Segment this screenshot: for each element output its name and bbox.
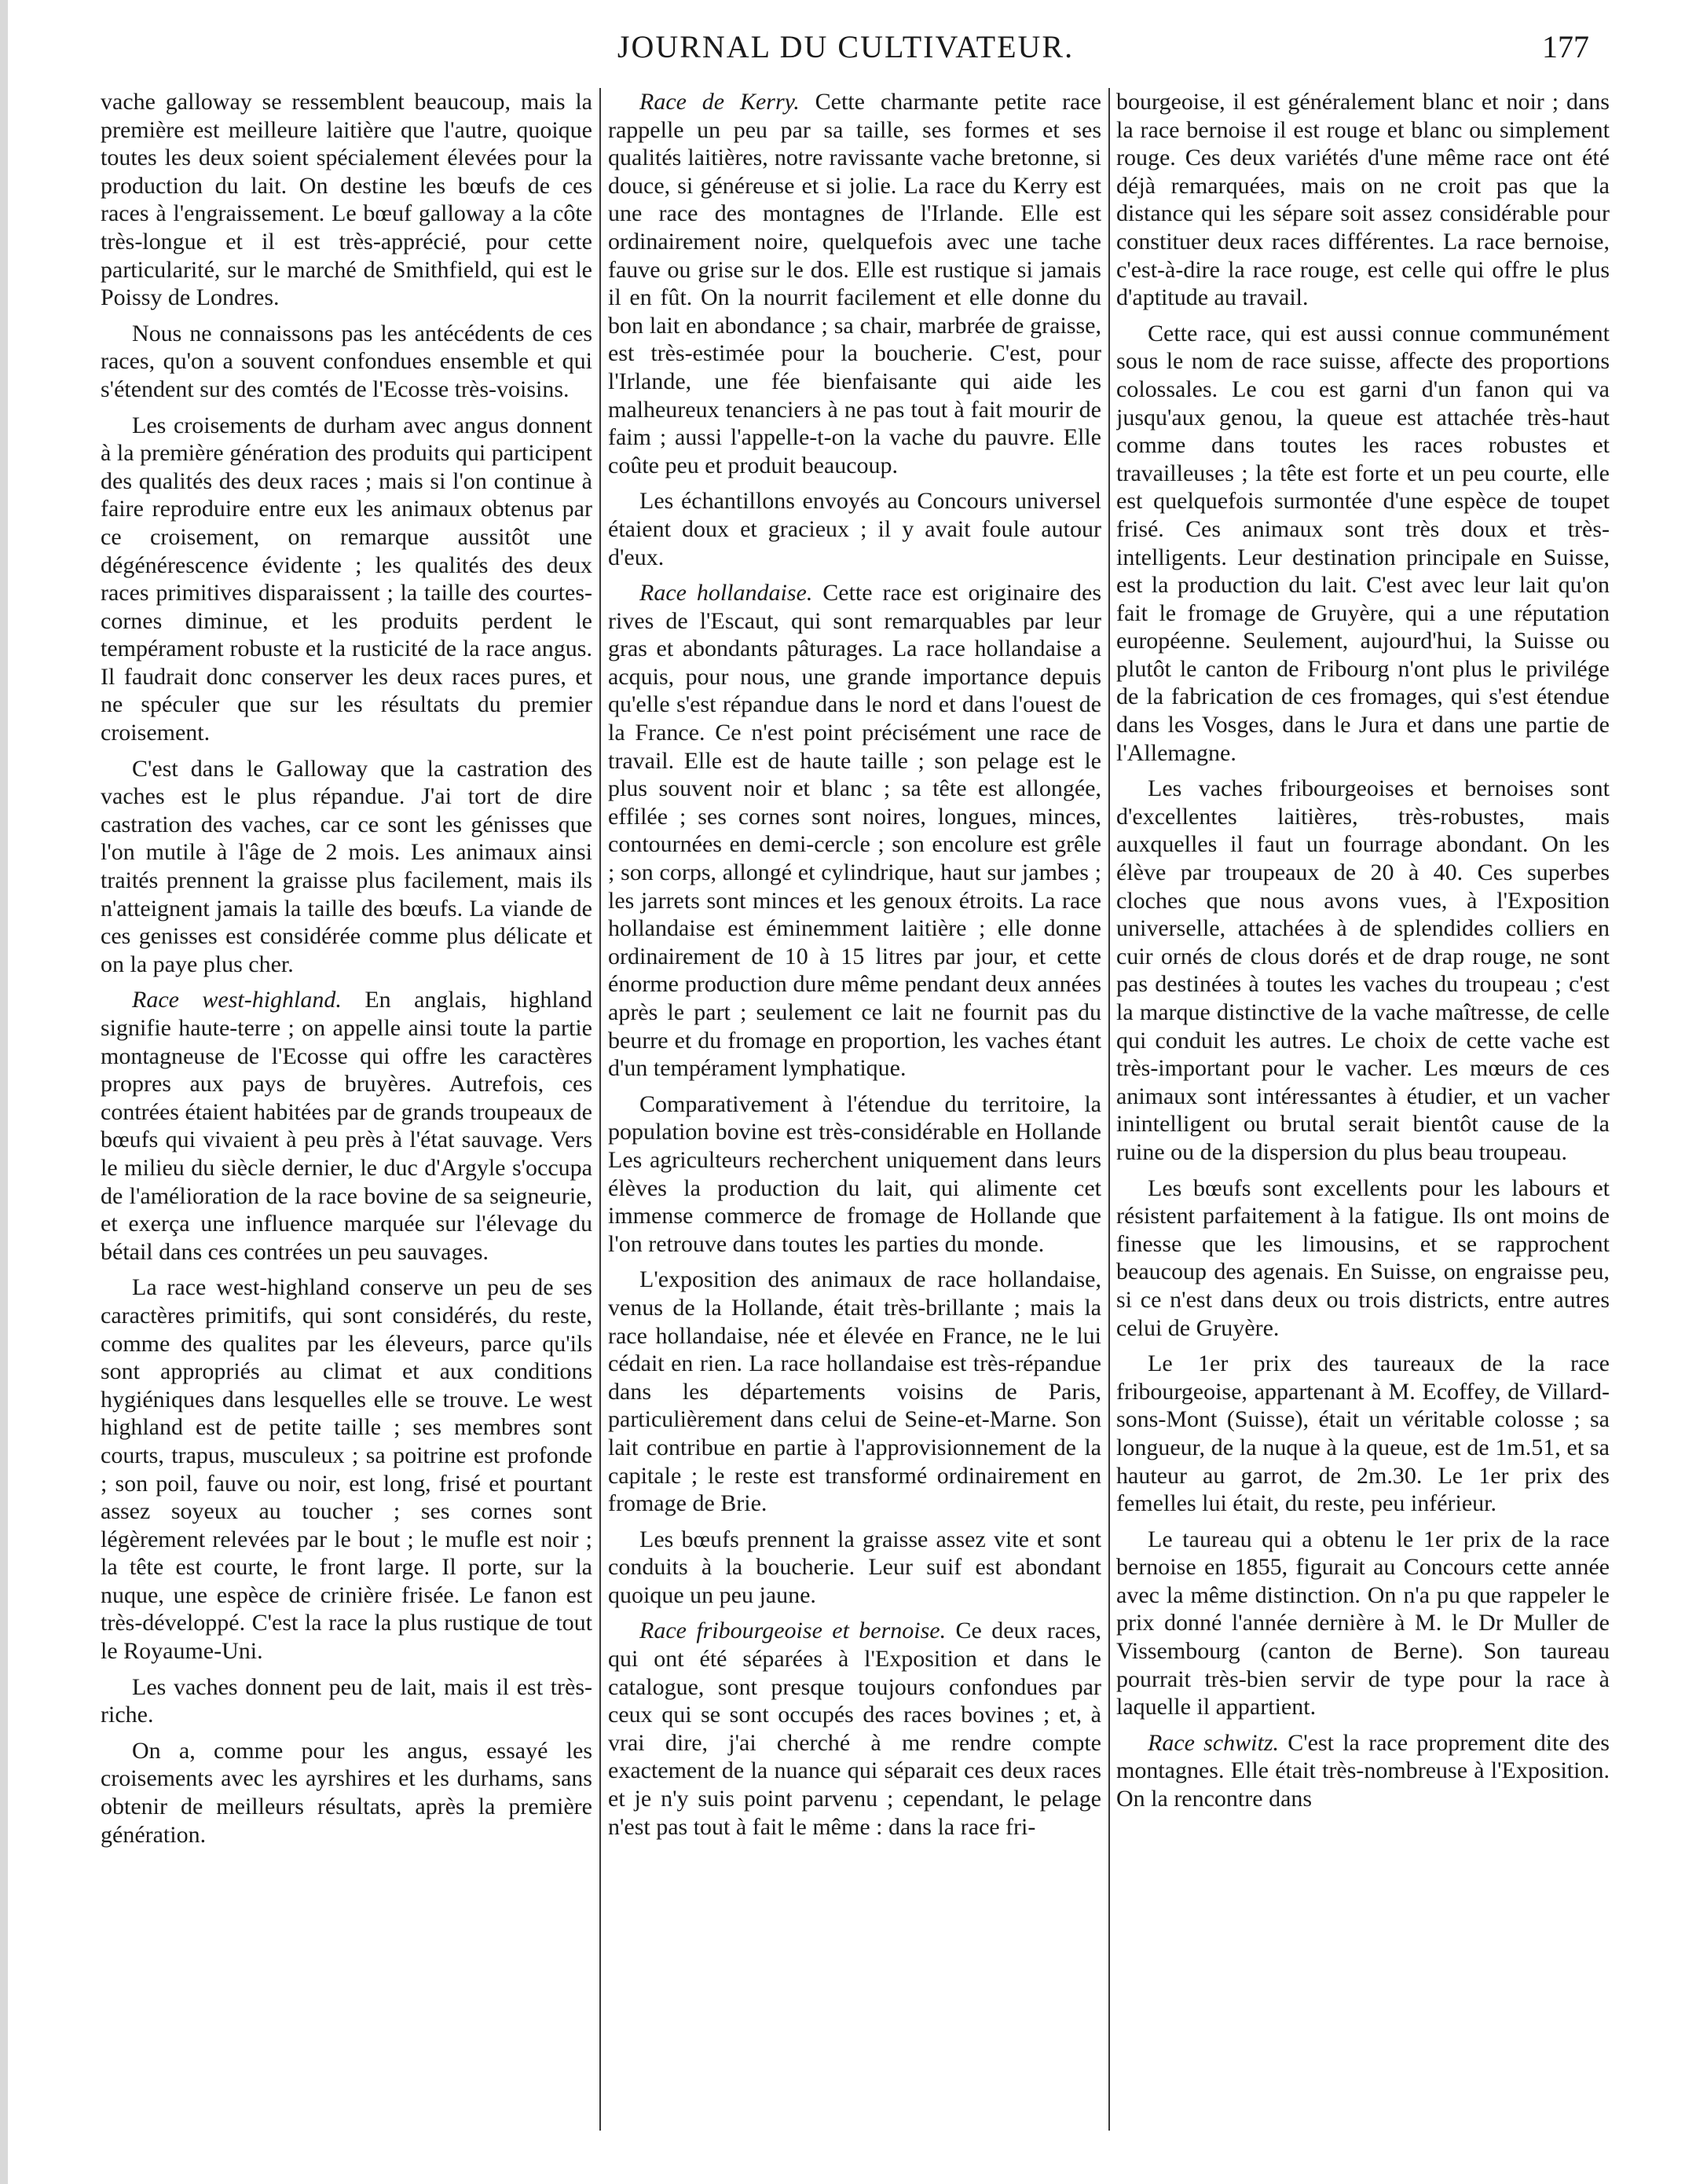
paragraph (1116, 1526, 1610, 1721)
paragraph (608, 1266, 1101, 1517)
paragraph (101, 755, 592, 979)
paragraph-text: On a, comme pour les angus, essayé les croisements avec les ayrshires et les durhams, sans obtenir de meilleurs résultats, après la première génération. (101, 1737, 592, 1848)
paragraph (1116, 88, 1610, 312)
paragraph-text: Cette charmante petite race rappelle un peu par sa taille, ses formes et ses qualités laitières, notre ravissante vache bretonne, si douce, si généreuse et si jolie. La race du Kerry est une race des montagnes de l'Irlande. Elle est ordinairement noire, quelquefois avec une tache fauve ou grise sur le dos. Elle est rustique si jamais il en fût. On la nourrit facilement et elle donne du bon lait en abondance ; sa chair, marbrée de graisse, est très-estimée pour la boucherie. C'est, pour l'Irlande, une fée bienfaisante qui aide les malheureux tenanciers à ne pas tout à fait mourir de faim ; aussi l'appelle-t-on la vache du pauvre. Elle coûte peu et produit beaucoup. (608, 89, 1101, 478)
column-divider (599, 88, 601, 2131)
section-lead: Race de Kerry. (639, 89, 800, 115)
paragraph (1116, 775, 1610, 1166)
section-lead: Race fribourgeoise et bernoise. (639, 1618, 947, 1644)
paragraph-text: C'est la race proprement dite des montagnes. Elle était très-nombreuse à l'Exposition. On la rencontre dans (1116, 1729, 1610, 1812)
section-lead: Race west-highland. (132, 987, 342, 1013)
paragraph-text: vache galloway se ressemblent beaucoup, mais la première est meilleure laitière que l'autre, quoique toutes les deux soient spécialement élevées pour la production du lait. On destine les bœufs de ces races à l'engraissement. Le bœuf galloway a la côte très-longue et il est très-apprécié, pour cette particularité, sur le marché de Smithfield, qui est le Poissy de Londres. (101, 89, 592, 311)
paragraph (608, 487, 1101, 571)
text-column-3 (1116, 88, 1610, 2146)
paragraph-text: Cette race, qui est aussi connue communément sous le nom de race suisse, affecte des proportions colossales. Le cou est garni d'un fanon qui va jusqu'aux genou, la queue est attachée très-haut comme dans toutes les races robustes et travailleuses ; la tête est forte et un peu courte, elle est quelquefois surmontée d'une espèce de toupet frisé. Ces animaux sont très doux et très-intelligents. Leur destination principale en Suisse, est la production du lait. C'est avec leur lait qu'on fait le fromage de Gruyère, qui a une réputation européenne. Seulement, aujourd'hui, la Suisse ou plutôt le canton de Fribourg n'ont plus le privilége de la fabrication de ces fromages, qui s'est étendue dans les Vosges, dans le Jura et dans une partie de l'Allemagne. (1116, 320, 1610, 766)
text-column-2 (608, 88, 1101, 2146)
running-title: JOURNAL DU CULTIVATEUR. (617, 29, 1075, 64)
section-lead: Race schwitz. (1148, 1729, 1280, 1756)
paragraph-text: Les croisements de durham avec angus donnent à la première génération des produits qui participent des qualités des deux races ; mais si l'on continue à faire reproduire entre eux les animaux obtenus par ce croisement, on remarque aussitôt une dégénérescence évidente ; les qualités des deux races primitives disparaissent ; la taille des courtes-cornes diminue, et les produits perdent le tempérament robuste et la rusticité de la race angus. Il faudrait donc conserver les deux races pures, et ne spéculer que sur les résultats du premier croisement. (101, 412, 592, 746)
paragraph (1116, 1174, 1610, 1343)
paragraph-text: Les bœufs prennent la graisse assez vite et sont conduits à la boucherie. Leur suif est abondant quoique un peu jaune. (608, 1526, 1101, 1608)
paragraph-text: Le taureau qui a obtenu le 1er prix de la race bernoise en 1855, figurait au Concours cette année avec la même distinction. On n'a pu que rappeler le prix donné l'année dernière à M. le Dr Muller de Vissembourg (canton de Berne). Son taureau pourrait très-bien servir de type pour la race à laquelle il appartient. (1116, 1526, 1610, 1720)
paragraph (101, 412, 592, 747)
paragraph-text: Les vaches fribourgeoises et bernoises sont d'excellentes laitières, très-robustes, mais auxquelles il faut un fourrage abondant. On les élève par troupeaux de 20 à 40. Ces superbes cloches que nous avons vues, à l'Exposition universelle, attachées à de splendides colliers en cuir ornés de clous dorés et de drap rouge, ne sont pas destinées à toutes les vaches du troupeau ; c'est la marque distinctive de la vache maîtresse, de celle qui conduit les autres. Le choix de cette vache est très-important pour le vacher. Les mœurs de ces animaux sont intéressantes à étudier, et un vacher inintelligent ou brutal serait bientôt cause de la ruine ou de la dispersion du plus beau troupeau. (1116, 775, 1610, 1165)
text-column-1 (101, 88, 592, 2146)
paragraph-text: La race west-highland conserve un peu de ses caractères primitifs, qui sont considérés, du reste, comme des qualites par les éleveurs, parce qu'ils sont appropriés au climat et aux conditions hygiéniques dans lesquelles elle se trouve. Le west highland est de petite taille ; ses membres sont courts, trapus, musculeux ; sa poitrine est profonde ; son poil, fauve ou noir, est long, frisé et pourtant assez soyeux au toucher ; ses cornes sont légèrement relevées par le bout ; le mufle est noir ; la tête est courte, le front large. Il porte, sur la nuque, une espèce de crinière frisée. Le fanon est très-développé. C'est la race la plus rustique de tout le Royaume-Uni. (101, 1274, 592, 1665)
paragraph-text: Nous ne connaissons pas les antécédents de ces races, qu'on a souvent confondues ensemble et qui s'étendent sur des comtés de l'Ecosse très-voisins. (101, 320, 592, 402)
paragraph-text: Les échantillons envoyés au Concours universel étaient doux et gracieux ; il y avait foule autour d'eux. (608, 488, 1101, 570)
paragraph-text: Les vaches donnent peu de lait, mais il est très-riche. (101, 1673, 592, 1728)
paragraph-text: L'exposition des animaux de race hollandaise, venus de la Hollande, était très-brillante ; mais la race hollandaise, née et élevée en France, ne le lui cédait en rien. La race hollandaise est très-répandue dans les départements voisins de Paris, particulièrement dans celui de Seine-et-Marne. Son lait contribue en partie à l'approvisionnement de la capitale ; le reste est transformé ordinairement en fromage de Brie. (608, 1266, 1101, 1517)
paragraph (608, 1617, 1101, 1841)
paragraph-text: Le 1er prix des taureaux de la race fribourgeoise, appartenant à M. Ecoffey, de Villard-sons-Mont (Suisse), était un véritable colosse ; sa longueur, de la nuque à la queue, est de 1m.51, et sa hauteur au garrot, de 2m.30. Le 1er prix des femelles lui était, du reste, peu inférieur. (1116, 1350, 1610, 1517)
page-number: 177 (1542, 29, 1589, 64)
paragraph (1116, 1729, 1610, 1813)
paragraph (608, 88, 1101, 479)
page-header (102, 24, 1589, 71)
paragraph (608, 1526, 1101, 1610)
paragraph (1116, 1350, 1610, 1518)
paragraph (101, 1737, 592, 1849)
paragraph (101, 88, 592, 312)
paragraph (1116, 320, 1610, 768)
paragraph-text: Comparativement à l'étendue du territoire, la population bovine est très-considérable en Hollande Les agriculteurs recherchent uniquement dans leurs élèves la production du lait, qui alimente cet immense commerce de fromage de Hollande que l'on retrouve dans toutes les parties du monde. (608, 1090, 1101, 1257)
paragraph-text: Ce deux races, qui ont été séparées à l'Exposition et dans le catalogue, sont presque toujours confondues par ceux qui se sont occupés des races bovines ; et, à vrai dire, j'ai cherché à me rendre compte exactement de la nuance qui séparait ces deux races et je n'y suis point parvenu ; cependant, le pelage n'est pas tout à fait le même : dans la race fri- (608, 1618, 1101, 1840)
paragraph (101, 1273, 592, 1665)
section-lead: Race hollandaise. (639, 580, 813, 606)
column-divider (1108, 88, 1110, 2131)
page-edge-shadow (0, 0, 8, 2184)
paragraph-text: bourgeoise, il est généralement blanc et noir ; dans la race bernoise il est rouge et blanc ou simplement rouge. Ces deux variétés d'une même race ont été déjà remarquées, mais on ne croit pas que la distance qui les sépare soit assez considérable pour constituer deux races différentes. La race bernoise, c'est-à-dire la race rouge, est celle qui offre le plus d'aptitude au travail. (1116, 89, 1610, 311)
paragraph-text: Les bœufs sont excellents pour les labours et résistent parfaitement à la fatigue. Ils ont moins de finesse que les limousins, et se rapprochent beaucoup des agenais. En Suisse, on engraisse peu, si ce n'est dans deux ou trois districts, entre autres celui de Gruyère. (1116, 1174, 1610, 1341)
paragraph (101, 986, 592, 1266)
paragraph (608, 579, 1101, 1083)
paragraph-text: Cette race est originaire des rives de l'Escaut, qui sont remarquables par leur gras et abondants pâturages. La race hollandaise a acquis, pour nous, une grande importance depuis qu'elle s'est répandue dans le nord et dans l'ouest de la France. Ce n'est point précisément une race de travail. Elle est de haute taille ; son pelage est le plus souvent noir et blanc ; sa tête est allongée, effilée ; ses cornes sont noires, longues, minces, contournées en demi-cercle ; son encolure est grêle ; son corps, allongé et cylindrique, haut sur jambes ; les jarrets sont minces et les genoux étroits. La race hollandaise est éminemment laitière ; elle donne ordinairement de 10 à 15 litres par jour, et cette énorme production dure même pendant deux années après le part ; seulement ce lait ne fournit pas du beurre et du fromage en proportion, les vaches étant d'un tempérament lymphatique. (608, 580, 1101, 1082)
paragraph (608, 1090, 1101, 1259)
paragraph-text: En anglais, highland signifie haute-terre ; on appelle ainsi toute la partie montagneuse de l'Ecosse qui offre les caractères propres aux pays de bruyères. Autrefois, ces contrées étaient habitées par de grands troupeaux de bœufs qui vivaient à peu près à l'état sauvage. Vers le milieu du siècle dernier, le duc d'Argyle s'occupa de l'amélioration de la race bovine de sa seigneurie, et exerça une influence marquée sur l'élevage du bétail dans ces contrées un peu sauvages. (101, 987, 592, 1265)
paragraph (101, 1673, 592, 1729)
paragraph-text: C'est dans le Galloway que la castration des vaches est le plus répandue. J'ai tort de dire castration des vaches, car ce sont les génisses que l'on mutile à l'âge de 2 mois. Les animaux ainsi traités prennent la graisse plus facilement, mais ils n'atteignent jamais la taille des bœufs. La viande de ces genisses est considérée comme plus délicate et on la paye plus cher. (101, 755, 592, 977)
paragraph (101, 320, 592, 404)
